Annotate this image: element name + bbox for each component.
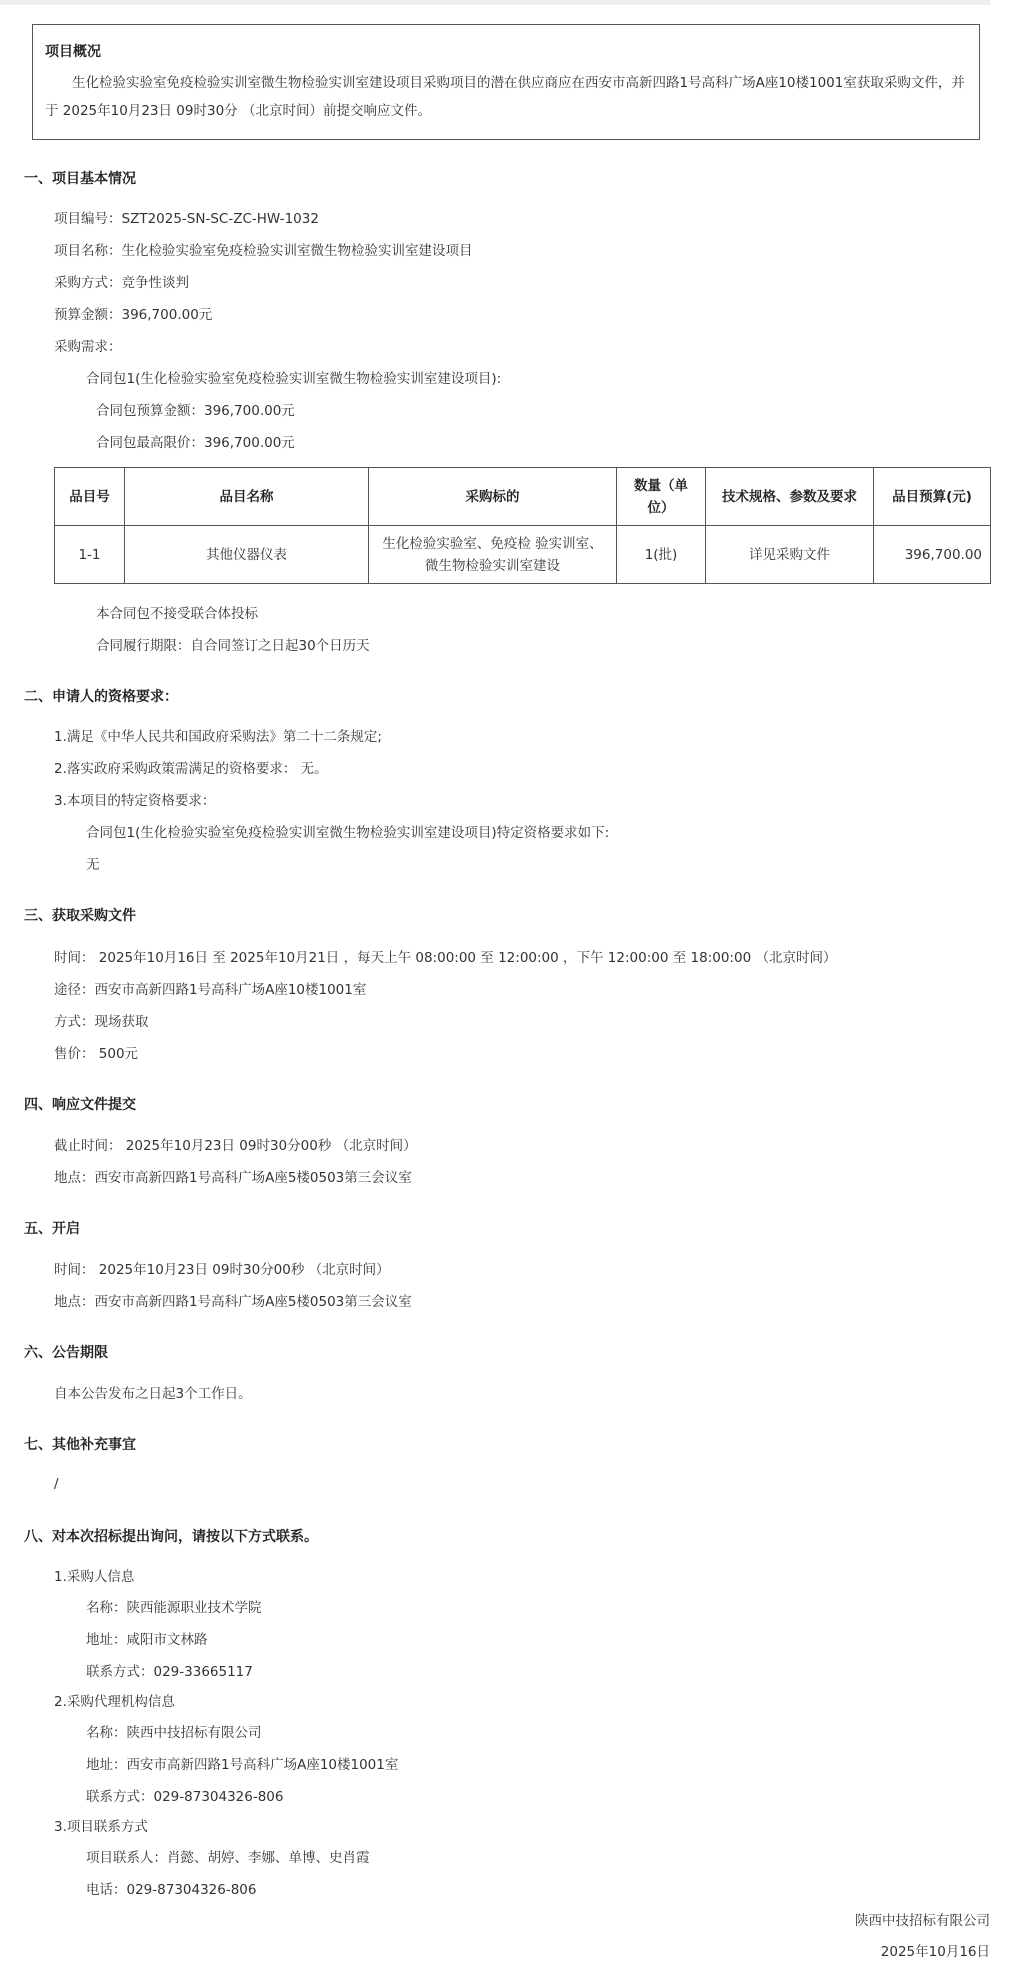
- contract-package: 合同包1(生化检验实验室免疫检验实训室微生物检验实训室建设项目):: [86, 371, 502, 387]
- opening-place: 地点：西安市高新四路1号高科广场A座5楼0503第三会议室: [54, 1294, 412, 1310]
- project-overview-box: [32, 24, 980, 140]
- acquire-mode: 方式：现场获取: [54, 1014, 149, 1030]
- submission-deadline: 截止时间： 2025年10月23日 09时30分00秒 （北京时间）: [54, 1138, 417, 1154]
- no-consortium-note: 本合同包不接受联合体投标: [96, 606, 258, 622]
- section-6-title: 六、公告期限: [24, 1345, 108, 1361]
- table-cell: 其他仪器仪表: [125, 526, 369, 584]
- overview-text: 生化检验实验室免疫检验实训室微生物检验实训室建设项目采购项目的潜在供应商应在西安市高新四路1号高科广场A座10楼1001室获取采购文件，并于 2025年10月23日 09时30分 （北京时间）前提交响应文件。: [45, 75, 965, 119]
- agent-contact: 联系方式：029-87304326-806: [86, 1789, 284, 1805]
- buyer-name: 名称：陕西能源职业技术学院: [86, 1600, 262, 1616]
- overview-heading: 项目概况: [45, 44, 101, 60]
- qualification-2: 2.落实政府采购政策需满足的资格要求： 无。: [54, 761, 328, 777]
- table-cell: 396,700.00: [874, 526, 991, 584]
- table-header: 技术规格、参数及要求: [706, 468, 874, 526]
- items-table: [54, 467, 991, 584]
- section-2-title: 二、申请人的资格要求：: [24, 689, 178, 705]
- agent-name: 名称：陕西中技招标有限公司: [86, 1725, 262, 1741]
- buyer-address: 地址：咸阳市文林路: [86, 1632, 208, 1648]
- top-divider-bar: [0, 0, 990, 5]
- acquire-price: 售价： 500元: [54, 1046, 139, 1062]
- footer-company: 陕西中技招标有限公司: [855, 1913, 990, 1929]
- project-name: 项目名称：生化检验实验室免疫检验实训室微生物检验实训室建设项目: [54, 243, 473, 259]
- procurement-method: 采购方式：竞争性谈判: [54, 275, 189, 291]
- table-header: 品目号: [55, 468, 125, 526]
- table-header: 采购标的: [369, 468, 617, 526]
- buyer-heading: 1.采购人信息: [54, 1569, 135, 1585]
- acquire-way: 途径：西安市高新四路1号高科广场A座10楼1001室: [54, 982, 367, 998]
- qualification-3: 3.本项目的特定资格要求：: [54, 793, 216, 809]
- submission-place: 地点：西安市高新四路1号高科广场A座5楼0503第三会议室: [54, 1170, 412, 1186]
- qualification-none: 无: [86, 857, 100, 873]
- contract-period: 合同履行期限：自合同签订之日起30个日历天: [96, 638, 370, 654]
- section-5-title: 五、开启: [24, 1221, 80, 1237]
- notice-period: 自本公告发布之日起3个工作日。: [54, 1386, 252, 1402]
- procurement-need: 采购需求：: [54, 339, 122, 355]
- project-contact-heading: 3.项目联系方式: [54, 1819, 148, 1835]
- project-contact-people: 项目联系人：肖懿、胡婷、李娜、单博、史肖霞: [86, 1850, 370, 1866]
- table-header: 品目名称: [125, 468, 369, 526]
- table-header: 数量（单位）: [617, 468, 706, 526]
- table-header-row: [55, 468, 991, 526]
- package-budget: 合同包预算金额：396,700.00元: [96, 403, 295, 419]
- project-contact-phone: 电话：029-87304326-806: [86, 1882, 257, 1898]
- table-cell: 生化检验实验室、免疫检 验实训室、微生物检验实训室建设: [369, 526, 617, 584]
- section-7-title: 七、其他补充事宜: [24, 1437, 136, 1453]
- agent-address: 地址：西安市高新四路1号高科广场A座10楼1001室: [86, 1757, 399, 1773]
- opening-time: 时间： 2025年10月23日 09时30分00秒 （北京时间）: [54, 1262, 390, 1278]
- buyer-contact: 联系方式：029-33665117: [86, 1664, 253, 1680]
- table-row: [55, 526, 991, 584]
- qualification-1: 1.满足《中华人民共和国政府采购法》第二十二条规定;: [54, 729, 382, 745]
- section-3-title: 三、获取采购文件: [24, 908, 136, 924]
- acquire-time: 时间： 2025年10月16日 至 2025年10月21日 ，每天上午 08:00:00 至 12:00:00 ，下午 12:00:00 至 18:00:00 （北京时间）: [54, 950, 837, 966]
- table-cell: 1(批): [617, 526, 706, 584]
- section-4-title: 四、响应文件提交: [24, 1097, 136, 1113]
- table-cell: 详见采购文件: [706, 526, 874, 584]
- project-number: 项目编号：SZT2025-SN-SC-ZC-HW-1032: [54, 211, 319, 227]
- table-cell: 1-1: [55, 526, 125, 584]
- section-8-title: 八、对本次招标提出询问，请按以下方式联系。: [24, 1529, 318, 1545]
- other-matters: /: [54, 1476, 59, 1492]
- table-header: 品目预算(元): [874, 468, 991, 526]
- agent-heading: 2.采购代理机构信息: [54, 1694, 175, 1710]
- section-1-title: 一、项目基本情况: [24, 171, 136, 187]
- package-max-price: 合同包最高限价：396,700.00元: [96, 435, 295, 451]
- qualification-package: 合同包1(生化检验实验室免疫检验实训室微生物检验实训室建设项目)特定资格要求如下:: [86, 825, 610, 841]
- budget-amount: 预算金额：396,700.00元: [54, 307, 213, 323]
- footer-date: 2025年10月16日: [880, 1944, 990, 1960]
